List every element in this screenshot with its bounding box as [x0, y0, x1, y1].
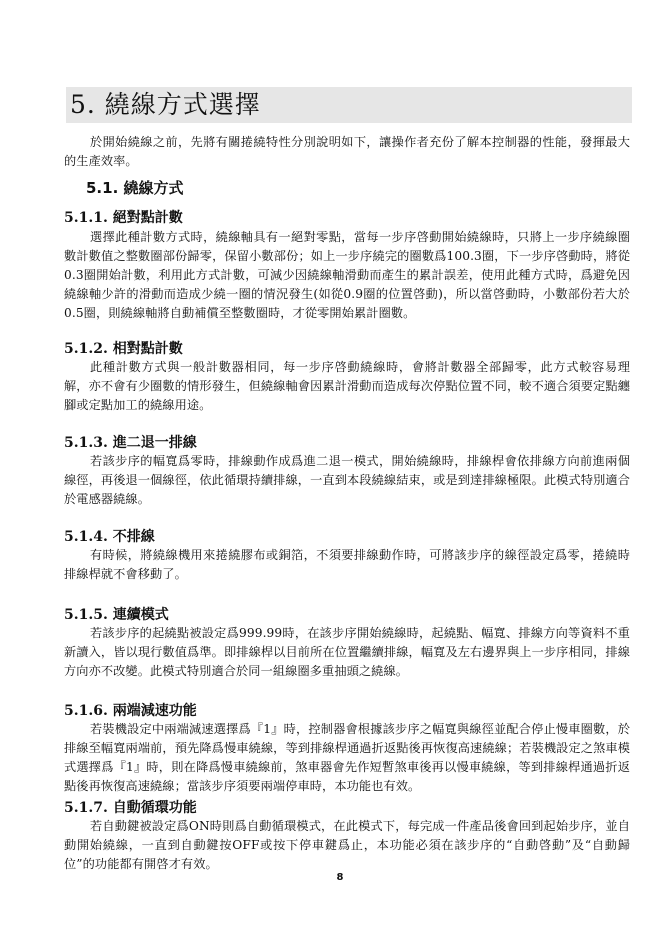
section-heading-end-deceleration: 5.1.6. 兩端減速功能: [64, 703, 197, 719]
page-number: 8: [336, 872, 344, 883]
subsection-heading: [86, 178, 184, 198]
section-heading-absolute-count: 5.1.1. 絕對點計數: [64, 210, 183, 226]
intro-paragraph: 於開始繞線之前，先將有關捲繞特性分別說明如下，讓操作者充份了解本控制器的性能，發揮最大的生產效率。: [64, 135, 630, 168]
subsection-number: 5.1.: [86, 179, 119, 197]
section-body-auto-cycle: 若自動鍵被設定爲ON時則爲自動循環模式，在此模式下，每完成一件產品後會回到起始步序，並自動開始繞線，一直到自動鍵按OFF或按下停車鍵爲止，本功能必須在該步序的“自動啓動”及“自動歸位”的功能都有開啓才有效。: [64, 819, 630, 871]
section-heading-auto-cycle: 5.1.7. 自動循環功能: [64, 800, 197, 816]
chapter-title: 5. 繞線方式選擇: [70, 90, 261, 119]
section-body-two-forward-one-back: 若該步序的幅寬爲零時，排線動作成爲進二退一模式，開始繞線時，排線桿會依排線方向前進兩個線徑，再後退一個線徑，依此循環持續排線，一直到本段繞線結束，或是到達排線極限。此模式特別適合於電感器繞線。: [64, 454, 630, 506]
subsection-title: 繞線方式: [123, 179, 184, 197]
section-heading-no-traverse: 5.1.4. 不排線: [64, 529, 155, 545]
section-heading-relative-count: 5.1.2. 相對點計數: [64, 341, 183, 357]
section-body-end-deceleration: 若裝機設定中兩端減速選擇爲『1』時，控制器會根據該步序之幅寬與線徑並配合停止慢車圈數，於排線至幅寬兩端前，預先降爲慢車繞線，等到排線桿通過折返點後再恢復高速繞線；若裝機設定之煞車模式選擇爲『1』時，則在降爲慢車繞線前，煞車器會先作短暫煞車後再以慢車繞線，等到排線桿通過折返點後再恢復高速繞線；當該步序須要兩端停車時，本功能也有效。: [64, 722, 630, 793]
section-body-continuous-mode: 若該步序的起繞點被設定爲999.99時，在該步序開始繞線時，起繞點、幅寬、排線方向等資料不重新讀入，皆以現行數值爲準。即排線桿以目前所在位置繼續排線，幅寬及左右邊界與上一步序相同，排線方向亦不改變。此模式特別適合於同一組線圈多重抽頭之繞線。: [64, 626, 630, 678]
section-body-no-traverse: 有時候，將繞線機用來捲繞膠布或銅箔，不須要排線動作時，可將該步序的線徑設定爲零，捲繞時排線桿就不會移動了。: [64, 548, 630, 581]
section-body-relative-count: 此種計數方式與一般計數器相同，每一步序啓動繞線時，會將計數器全部歸零，此方式較容易理解，亦不會有少圈數的情形發生，但繞線軸會因累計滑動而造成每次停點位置不同，較不適合須要定點纏腳或定點加工的繞線用途。: [64, 360, 630, 412]
chapter-heading-bar: [66, 87, 632, 123]
section-body-absolute-count: 選擇此種計數方式時，繞線軸具有一絕對零點，當每一步序啓動開始繞線時，只將上一步序繞線圈數計數值之整數圈部份歸零，保留小數部份；如上一步序繞完的圈數爲100.3圈，下一步序啓動時，將從0.3圈開始計數，利用此方式計數，可減少因繞線軸滑動而產生的累計誤差，使用此種方式時，爲避免因繞線軸少許的滑動而造成少繞一圈的情況發生(如從0.9圈的位置啓動)，所以當啓動時，小數部份若大於0.5圈，則繞線軸將自動補償至整數圈時，才從零開始累計圈數。: [64, 230, 630, 320]
section-heading-two-forward-one-back: 5.1.3. 進二退一排線: [64, 435, 197, 451]
section-heading-continuous-mode: 5.1.5. 連續模式: [64, 607, 169, 623]
